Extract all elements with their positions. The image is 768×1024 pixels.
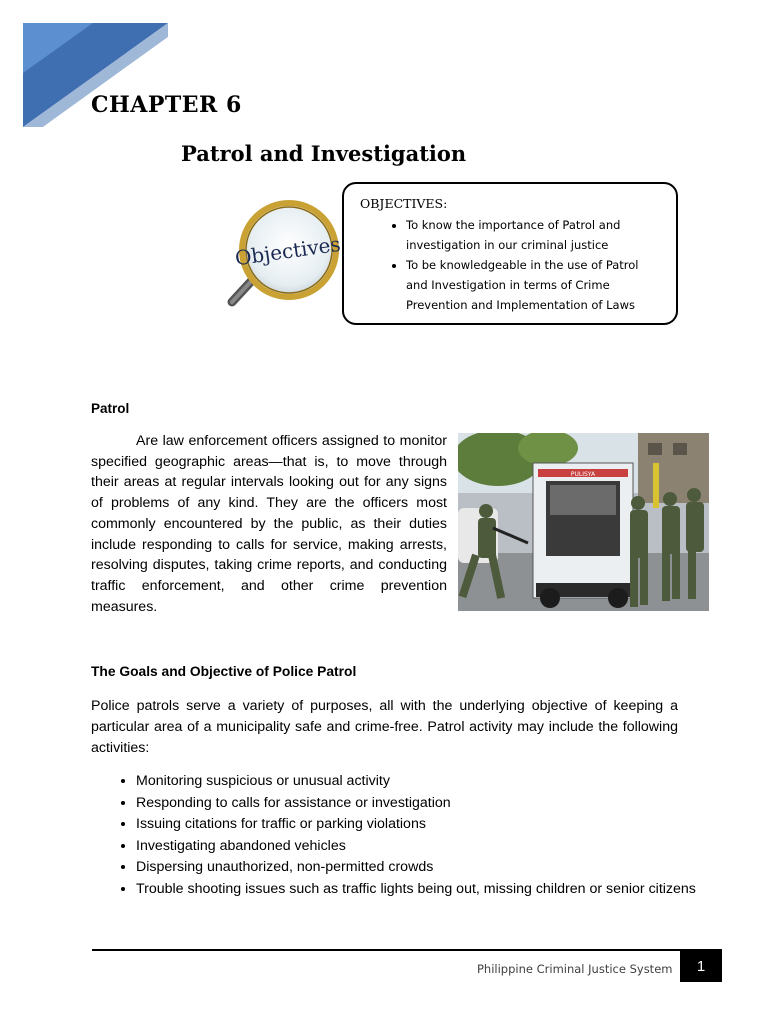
goals-paragraph: Police patrols serve a variety of purposes, all with the underlying objective of keeping a particular area of a municipality safe and crime-free. Patrol activity may include the following activities: — [91, 698, 678, 756]
police-patrol-photo — [458, 433, 709, 611]
list-item: • Trouble shooting issues such as traffic lights being out, missing children or senior citizens — [136, 879, 726, 901]
objectives-box — [342, 182, 678, 325]
section-heading-goals: The Goals and Objective of Police Patrol — [91, 664, 357, 679]
list-item: • Issuing citations for traffic or parking violations — [136, 814, 726, 836]
chapter-heading: CHAPTER 6 — [91, 92, 242, 118]
objective-item: • To know the importance of Patrol and investigation in our criminal justice — [406, 215, 660, 255]
list-item: • Responding to calls for assistance or investigation — [136, 793, 726, 815]
list-item: • Investigating abandoned vehicles — [136, 836, 726, 858]
section-heading-patrol: Patrol — [91, 401, 130, 416]
footer-title: Philippine Criminal Justice System — [477, 962, 673, 976]
photo-vehicle-text: PULISYA — [570, 471, 596, 478]
footer-divider — [92, 949, 722, 951]
objectives-list — [360, 215, 660, 315]
goals-list — [91, 771, 726, 900]
objectives-heading: OBJECTIVES: — [360, 196, 448, 211]
page-number: 1 — [680, 950, 722, 982]
objective-item: • To be knowledgeable in the use of Patrol and Investigation in terms of Crime Prevention and Implementation of Laws — [406, 255, 660, 315]
list-item: • Dispersing unauthorized, non-permitted crowds — [136, 857, 726, 879]
patrol-paragraph: Are law enforcement officers assigned to monitor specified geographic areas—that is, to move through their areas at regular intervals looking out for any signs of problems of any kind. They are the officers most commonly encountered by the public, as their duties include responding to calls for service, making arrests, resolving disputes, taking crime reports, and conducting traffic enforcement, and other crime prevention measures. — [91, 433, 447, 615]
objectives-image-label: Objectives — [233, 231, 343, 271]
magnifying-glass-icon — [226, 198, 344, 308]
page-title: Patrol and Investigation — [181, 141, 467, 166]
list-item: • Monitoring suspicious or unusual activity — [136, 771, 726, 793]
